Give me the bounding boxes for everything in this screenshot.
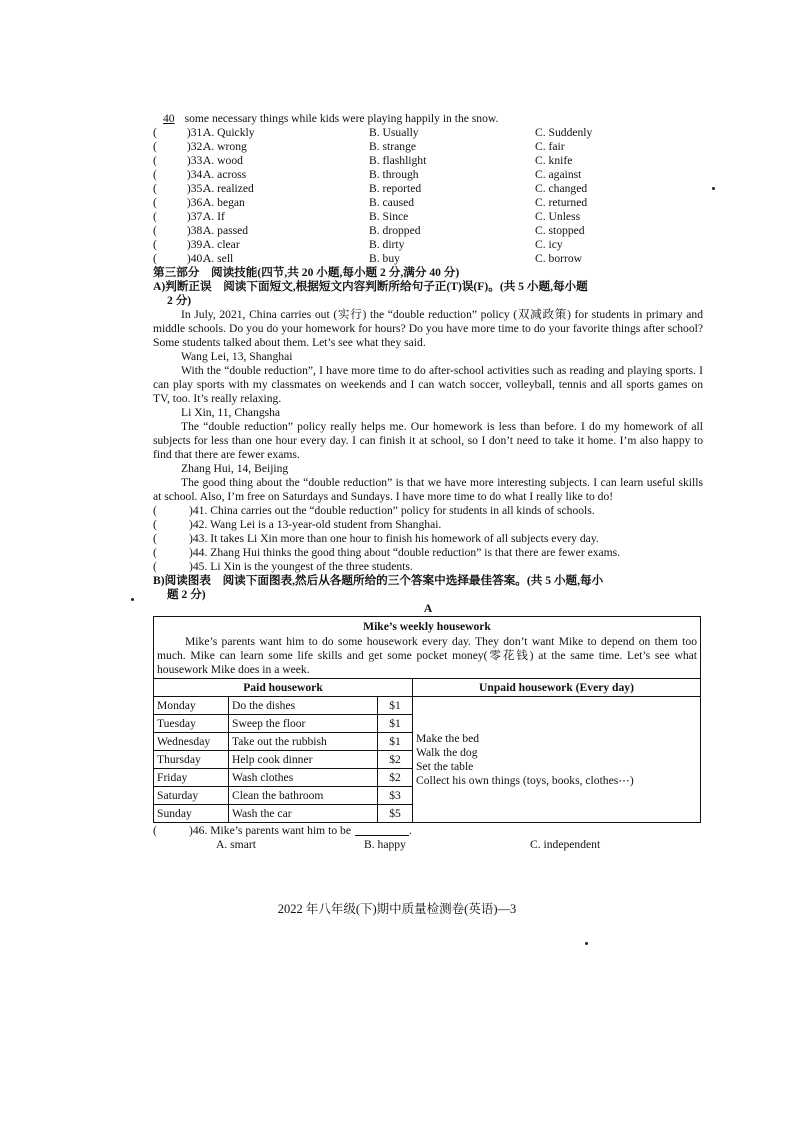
question-46-options: A. smart B. happy C. independent [216, 838, 601, 851]
speck [712, 187, 715, 190]
passage-intro: In July, 2021, China carries out (实行) the “double reduction” policy (双减政策) for students in primary and middle schools. Do you do your homework for hours? Do you have more time to do your favorite things after school? Some students talked about them. Let’s see what they said. [153, 308, 703, 349]
table-row: Sunday Wash the car $5 [154, 805, 701, 823]
speaker-name: Zhang Hui, 14, Beijing [181, 462, 289, 475]
cloze-option-row: ( )39. A. clear B. dirty C. icy [153, 238, 563, 251]
tf-questions [153, 504, 703, 574]
tf-question: ( )41. China carries out the “double reduction” policy for students in all kinds of schools. [153, 504, 595, 517]
exam-page [153, 112, 703, 852]
table-row: Monday Do the dishes $1 Make the bed Walk the dog Set the table Collect his own things (toys, books, clothes⋯) [154, 697, 701, 715]
table-row: Wednesday Take out the rubbish $1 [154, 733, 701, 751]
answer-blank [355, 824, 409, 836]
cloze-blank-number: 40 [163, 112, 175, 125]
cloze-option-row: ( )35. A. realized B. reported C. changed [153, 182, 588, 195]
cloze-option-row: ( )34. A. across B. through C. against [153, 168, 582, 181]
table-row: Saturday Clean the bathroom $3 [154, 787, 701, 805]
speaker-text: With the “double reduction”, I have more time to do after-school activities such as reading and playing sports. I can play sports with my classmates on weekends and I can watch soccer, volleyball, tennis and all sports games on TV, too. It’s really relaxing. [153, 364, 703, 405]
housework-title: Mike’s weekly housework [363, 620, 491, 633]
housework-intro: Mike’s parents want him to do some housework every day. They don’t want Mike to depend on them too much. Mike can learn some life skills and get some pocket money(零花钱) at the same time. Let’s see what housework Mike does in a week. [157, 635, 697, 676]
cloze-option-row: ( )38. A. passed B. dropped C. stopped [153, 224, 585, 237]
speaker-name: Li Xin, 11, Changsha [181, 406, 281, 419]
cloze-options [153, 126, 703, 266]
speaker-name: Wang Lei, 13, Shanghai [181, 350, 293, 363]
cloze-option-row: ( )31. A. Quickly B. Usually C. Suddenly [153, 126, 593, 139]
table-row: Friday Wash clothes $2 [154, 769, 701, 787]
sectionA-heading-line2: 2 分) [167, 294, 192, 307]
unpaid-housework-header: Unpaid housework (Every day) [413, 679, 701, 697]
tf-question: ( )43. It takes Li Xin more than one hour to finish his homework of all subjects every day. [153, 532, 599, 545]
sectionB-heading-line2: 题 2 分) [167, 588, 206, 601]
table-row: Tuesday Sweep the floor $1 [154, 715, 701, 733]
speck [131, 598, 134, 601]
speck [585, 942, 588, 945]
cloze-option-row: ( )36. A. began B. caused C. returned [153, 196, 588, 209]
housework-table [153, 616, 701, 823]
paid-housework-header: Paid housework [154, 679, 413, 697]
sectionB-sub-label: A [423, 602, 433, 615]
speaker-text: The “double reduction” policy really helps me. Our homework is less than before. I do my homework of all subjects for less than one hour every day. I can finish it at school, so I don’t need to take it home. I’m also happy to find that there are fewer exams. [153, 420, 703, 461]
tf-question: ( )45. Li Xin is the youngest of the three students. [153, 560, 413, 573]
speaker-text: The good thing about the “double reduction” is that we have more interesting subjects. I can learn useful skills at school. Also, I’m free on Saturdays and Sundays. I have more time to do what I really like to do! [153, 476, 703, 503]
sectionB-heading-line1: B)阅读图表 阅读下面图表,然后从各题所给的三个答案中选择最佳答案。(共 5 小题,每小 [153, 574, 604, 587]
cloze-tail-text: some necessary things while kids were playing happily in the snow. [184, 112, 499, 125]
tf-question: ( )44. Zhang Hui thinks the good thing about “double reduction” is that there are fewer exams. [153, 546, 621, 559]
table-row: Thursday Help cook dinner $2 [154, 751, 701, 769]
tf-question: ( )42. Wang Lei is a 13-year-old student from Shanghai. [153, 518, 442, 531]
sectionA-heading-line1: A)判断正误 阅读下面短文,根据短文内容判断所给句子正(T)误(F)。(共 5 小题,每小题 [153, 280, 588, 293]
question-46: ( )46. Mike’s parents want him to be . [153, 824, 412, 837]
cloze-option-row: ( )40. A. sell B. buy C. borrow [153, 252, 583, 265]
unpaid-housework-list: Make the bed Walk the dog Set the table Collect his own things (toys, books, clothes⋯) [413, 697, 701, 823]
part3-heading: 第三部分 阅读技能(四节,共 20 小题,每小题 2 分,满分 40 分) [153, 266, 460, 279]
cloze-option-row: ( )33. A. wood B. flashlight C. knife [153, 154, 573, 167]
housework-table-header [154, 617, 701, 679]
cloze-tail-line [153, 112, 703, 126]
cloze-option-row: ( )37. A. If B. Since C. Unless [153, 210, 581, 223]
page-footer: 2022 年八年级(下)期中质量检测卷(英语)—3 [277, 902, 517, 916]
cloze-option-row: ( )32. A. wrong B. strange C. fair [153, 140, 565, 153]
